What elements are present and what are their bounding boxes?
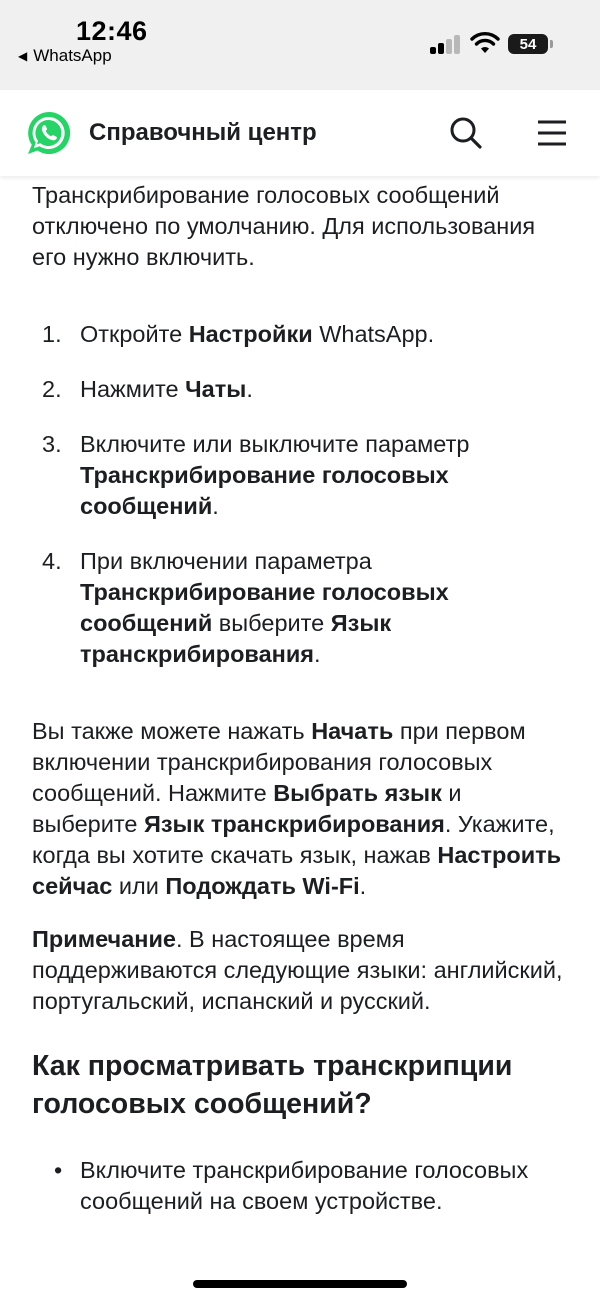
step-item bbox=[32, 319, 568, 350]
step-text: выберите bbox=[212, 610, 331, 636]
step-item bbox=[32, 374, 568, 405]
cellular-signal-icon bbox=[430, 34, 462, 54]
bullet-dot: • bbox=[54, 1157, 63, 1183]
step-number: 4. bbox=[42, 548, 62, 574]
step-item bbox=[32, 429, 568, 522]
step-text: Включите или выключите параметр bbox=[80, 431, 470, 457]
step-item bbox=[32, 546, 568, 670]
step-bold: Транскрибирование голосовых сообщений bbox=[80, 579, 449, 636]
hamburger-menu-icon[interactable] bbox=[532, 113, 572, 153]
bullet-list bbox=[32, 1155, 568, 1217]
step-number: 1. bbox=[42, 321, 62, 347]
back-arrow-icon: ◀ bbox=[18, 49, 28, 63]
status-bar bbox=[0, 0, 600, 90]
step-text: При включении параметра bbox=[80, 548, 372, 574]
paragraph-bold: Выбрать язык bbox=[273, 780, 442, 806]
article-content bbox=[0, 176, 600, 1300]
steps-list bbox=[32, 319, 568, 670]
step-text: . bbox=[212, 493, 219, 519]
note-paragraph bbox=[32, 924, 568, 1017]
step-bold: Чаты bbox=[185, 376, 247, 402]
help-center-header bbox=[0, 90, 600, 176]
status-time: 12:46 bbox=[76, 16, 148, 46]
page-title[interactable]: Справочный центр bbox=[89, 119, 317, 146]
search-icon[interactable] bbox=[446, 113, 486, 153]
step-bold: Язык транскрибирования bbox=[80, 610, 392, 667]
step-text: WhatsApp. bbox=[312, 321, 435, 347]
paragraph-text: и выберите bbox=[32, 780, 462, 837]
step-bold: Транскрибирование голосовых сообщений bbox=[80, 462, 449, 519]
paragraph-text: при первом включении транскрибирования голосовых сообщений. Нажмите bbox=[32, 718, 526, 806]
step-text: Откройте bbox=[80, 321, 189, 347]
note-text: . В настоящее время поддерживаются следующие языки: английский, португальский, испанский и русский. bbox=[32, 926, 563, 1014]
bullet-text: Включите транскрибирование голосовых сообщений на своем устройстве. bbox=[80, 1157, 529, 1214]
paragraph-bold: Начать bbox=[311, 718, 394, 744]
step-text: Нажмите bbox=[80, 376, 186, 402]
list-item bbox=[32, 1155, 568, 1217]
paragraph-bold: Язык транскрибирования bbox=[143, 811, 445, 837]
note-label: Примечание bbox=[32, 926, 176, 952]
paragraph-text: . Укажите, когда вы хотите скачать язык, нажав bbox=[32, 811, 555, 868]
step-number: 2. bbox=[42, 376, 62, 402]
step-text: . bbox=[246, 376, 253, 402]
paragraph-bold: Подождать Wi-Fi bbox=[165, 873, 360, 899]
paragraph-text: или bbox=[112, 873, 166, 899]
back-to-app-link[interactable] bbox=[18, 46, 112, 66]
setup-paragraph bbox=[32, 716, 568, 902]
back-app-label: WhatsApp bbox=[33, 46, 112, 65]
section-heading: Как просматривать транскрипции голосовых сообщений? bbox=[32, 1050, 513, 1120]
step-number: 3. bbox=[42, 431, 62, 457]
paragraph-text: Вы также можете нажать bbox=[32, 718, 312, 744]
paragraph-bold: Настроить сейчас bbox=[32, 842, 562, 899]
intro-paragraph: Транскрибирование голосовых сообщений отключено по умолчанию. Для использования его нужно включить. bbox=[32, 182, 536, 270]
step-bold: Настройки bbox=[188, 321, 313, 347]
battery-icon: 54 bbox=[508, 34, 548, 54]
wifi-icon bbox=[470, 31, 500, 55]
step-text: . bbox=[314, 641, 321, 667]
whatsapp-logo-icon[interactable] bbox=[24, 108, 74, 158]
paragraph-text: . bbox=[359, 873, 367, 899]
home-indicator[interactable] bbox=[193, 1280, 407, 1288]
